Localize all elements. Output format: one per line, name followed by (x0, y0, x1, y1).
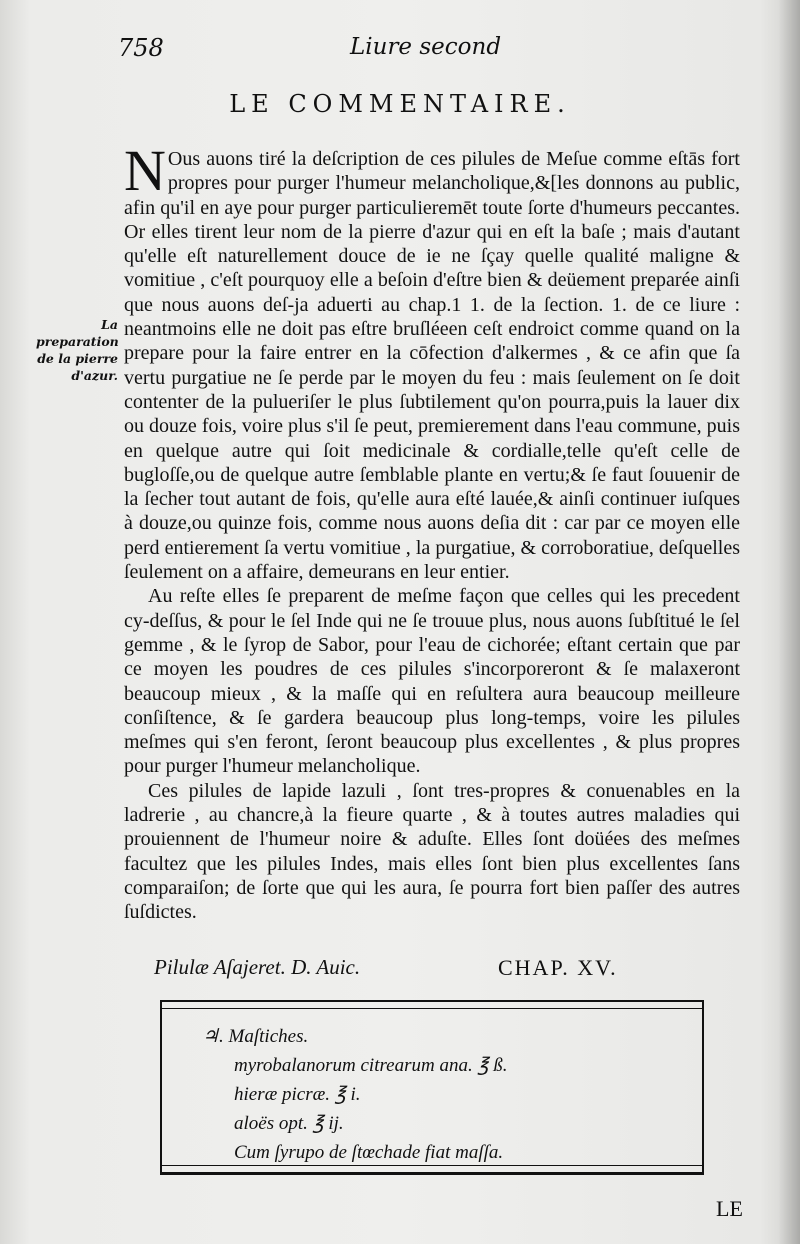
paragraph-3: Ces pilules de lapide lazuli , ſont tres-propres & conuenables en la ladrerie , au chancre,à la fieure quarte , & à toutes autres maladies qui prouiennent de l'humeur noire & aduſte. Elles ſont doüées des meſmes facultez que les pilules Indes, mais elles ſont bien plus excellentes ſans comparaiſon; de ſorte que qui les aura, ſe pourra fort bien paſſer des autres ſuſdictes. (124, 779, 740, 924)
page-number: 758 (118, 34, 164, 62)
running-head: Liure second (350, 34, 502, 60)
recipe-line: aloës opt. ℥ ij. (234, 1113, 344, 1134)
paragraph-2: Au reſte elles ſe preparent de meſme façon que celles qui les precedent cy-deſſus, & pour le ſel Inde qui ne ſe trouue plus, nous auons ſubſtitué le ſel gemme , & le ſyrop de Sabor, pour l'eau de cichorée; eſtant certain que par ce moyen les poudres de ces pilules s'incorporeront & ſe malaxeront beaucoup mieux , & la maſſe qui en reſultera aura beaucoup meilleure conſiſtence, & ſe gardera beaucoup plus long-temps, voire les pilules meſmes qui s'en feront, ſeront beaucoup plus excellentes , & plus propres pour purger l'humeur melancholique. (124, 585, 740, 778)
recipe-line: Cum ſyrupo de ſtœchade fiat maſſa. (234, 1142, 504, 1163)
paragraph-1-text: Ous auons tiré la deſcription de ces pilules de Meſue comme eſtās fort propres pour purger l'humeur melancholique,&[les donnons au public, afin qu'il en aye pour purger particulieremēt toute ſorte d'humeurs peccantes. Or elles tirent leur nom de la pierre d'azur qui en eſt la baſe ; mais d'autant qu'elle eſt naturellement douce de ie ne ſçay quelle qualité maligne & vomitiue , c'eſt pourquoy elle a beſoin d'eſtre bien & deüement preparée ainſi que nous auons deſ-ja aduerti au chap.1 1. de la ſection. 1. de ce liure : neantmoins elle ne doit pas eſtre bruſléeen ceſt endroict comme quand on la prepare pour la faire entrer en la cōfection d'alkermes , & ce afin que ſa vertu purgatiue ne ſe perde par le moyen du feu : mais ſeulement on ſe doit contenter de la pulueriſer le plus ſubtilement qu'on pourra,puis la lauer dix ou douze fois, voire plus s'il ſe peut, premierement dans l'eau commune, puis en quelque autre qui ſoit medicinale & cordialle,telle qu'eſt celle de bugloſſe,ou de quelque autre ſemblable plante en vertu;& ſe faut ſouuenir de la ſecher tout autant de fois, qu'elle aura eſté lauée,& ainſi continuer iuſques à douze,ou quinze fois, comme nous auons deſia dit : car par ce moyen elle perd entierement ſa vertu vomitiue , la purgatiue, & corroboratiue, deſquelles ſeulement on a affaire, demeurans en leur entier. (124, 148, 740, 584)
drop-cap: N (124, 138, 166, 203)
body-text (124, 138, 740, 925)
page-edge-shadow (778, 0, 800, 1244)
recipe-line: myrobalanorum citrearum ana. ℥ ß. (234, 1055, 508, 1076)
formula-name: Pilulæ Aſajeret. D. Auic. (154, 955, 361, 979)
recipe-bottom-rule (162, 1165, 702, 1166)
recipe-line: ♃. Maſtiches. (202, 1026, 309, 1047)
chapter-label: CHAP. XV. (498, 955, 618, 980)
margin-note: La preparation de la pierre d'azur. (36, 317, 119, 383)
paragraph-1 (124, 138, 740, 584)
catchword: LE (716, 1196, 743, 1221)
recipe-box (160, 1000, 704, 1175)
recipe-list (202, 1022, 682, 1167)
chapter-heading (154, 955, 654, 980)
recipe-top-rule (162, 1008, 702, 1009)
section-title: LE COMMENTAIRE. (229, 90, 571, 118)
recipe-line: hieræ picræ. ℥ i. (234, 1084, 361, 1105)
